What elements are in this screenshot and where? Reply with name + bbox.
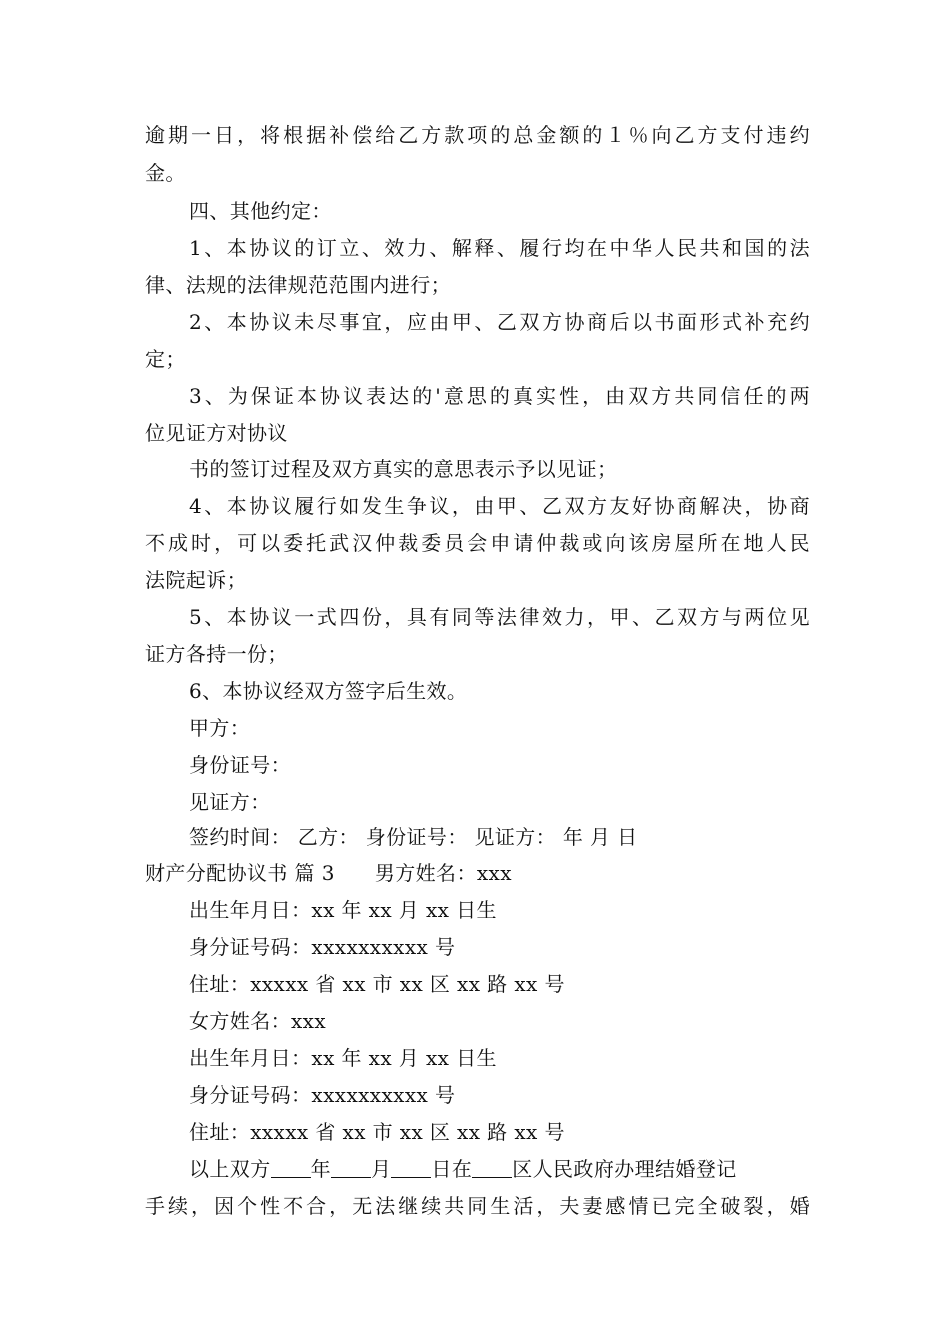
female-id-number: 身分证号码：xxxxxxxxxx 号: [189, 1083, 456, 1107]
party-a-label: 甲方：: [189, 716, 251, 740]
marriage-reason-line: 手续，因个性不合，无法继续共同生活，夫妻感情已完全破裂，婚: [145, 1194, 810, 1218]
body-line: 逾期一日，将根据补偿给乙方款项的总金额的１％向乙方支付违约: [145, 123, 810, 147]
male-name-label: 男方姓名：xxx: [374, 861, 512, 885]
clause-5-line: 5、本协议一式四份，具有同等法律效力，甲、乙双方与两位见: [189, 605, 810, 629]
witness-label: 见证方：: [189, 790, 271, 814]
blank-month: [331, 1157, 371, 1178]
clause-3-line: 位见证方对协议: [145, 421, 288, 445]
marriage-registration-line: 以上双方 年 月 日在 区人民政府办理结婚登记: [189, 1157, 737, 1181]
section-heading: 四、其他约定：: [189, 199, 332, 223]
male-birthdate: 出生年月日：xx 年 xx 月 xx 日生: [189, 898, 497, 922]
blank-district: [472, 1157, 512, 1178]
clause-4-line: 不成时，可以委托武汉仲裁委员会申请仲裁或向该房屋所在地人民: [145, 531, 810, 555]
clause-4-line: 法院起诉；: [145, 568, 247, 592]
clause-5-line: 证方各持一份；: [145, 642, 288, 666]
section-title: 财产分配协议书 篇 3: [145, 861, 335, 885]
blank-day: [391, 1157, 431, 1178]
clause-2-line: 2、本协议未尽事宜，应由甲、乙双方协商后以书面形式补充约: [189, 310, 810, 334]
clause-1-line: 1、本协议的订立、效力、解释、履行均在中华人民共和国的法: [189, 236, 810, 260]
female-address: 住址：xxxxx 省 xx 市 xx 区 xx 路 xx 号: [189, 1120, 565, 1144]
clause-4-line: 4、本协议履行如发生争议，由甲、乙双方友好协商解决，协商: [189, 494, 810, 518]
male-address: 住址：xxxxx 省 xx 市 xx 区 xx 路 xx 号: [189, 972, 565, 996]
clause-6-line: 6、本协议经双方签字后生效。: [189, 679, 468, 703]
blank-year: [271, 1157, 311, 1178]
clause-3-line: 书的签订过程及双方真实的意思表示予以见证；: [189, 457, 618, 481]
female-name-label: 女方姓名：xxx: [189, 1009, 327, 1033]
male-id-number: 身分证号码：xxxxxxxxxx 号: [189, 935, 456, 959]
signing-line: 签约时间： 乙方： 身份证号： 见证方： 年 月 日: [189, 825, 638, 849]
body-line: 金。: [145, 161, 186, 185]
female-birthdate: 出生年月日：xx 年 xx 月 xx 日生: [189, 1046, 497, 1070]
id-number-label: 身份证号：: [189, 753, 291, 777]
clause-2-line: 定；: [145, 347, 186, 371]
clause-1-line: 律、法规的法律规范范围内进行；: [145, 273, 451, 297]
clause-3-line: 3、为保证本协议表达的'意思的真实性，由双方共同信任的两: [189, 384, 810, 408]
section-title-line: [145, 859, 810, 887]
